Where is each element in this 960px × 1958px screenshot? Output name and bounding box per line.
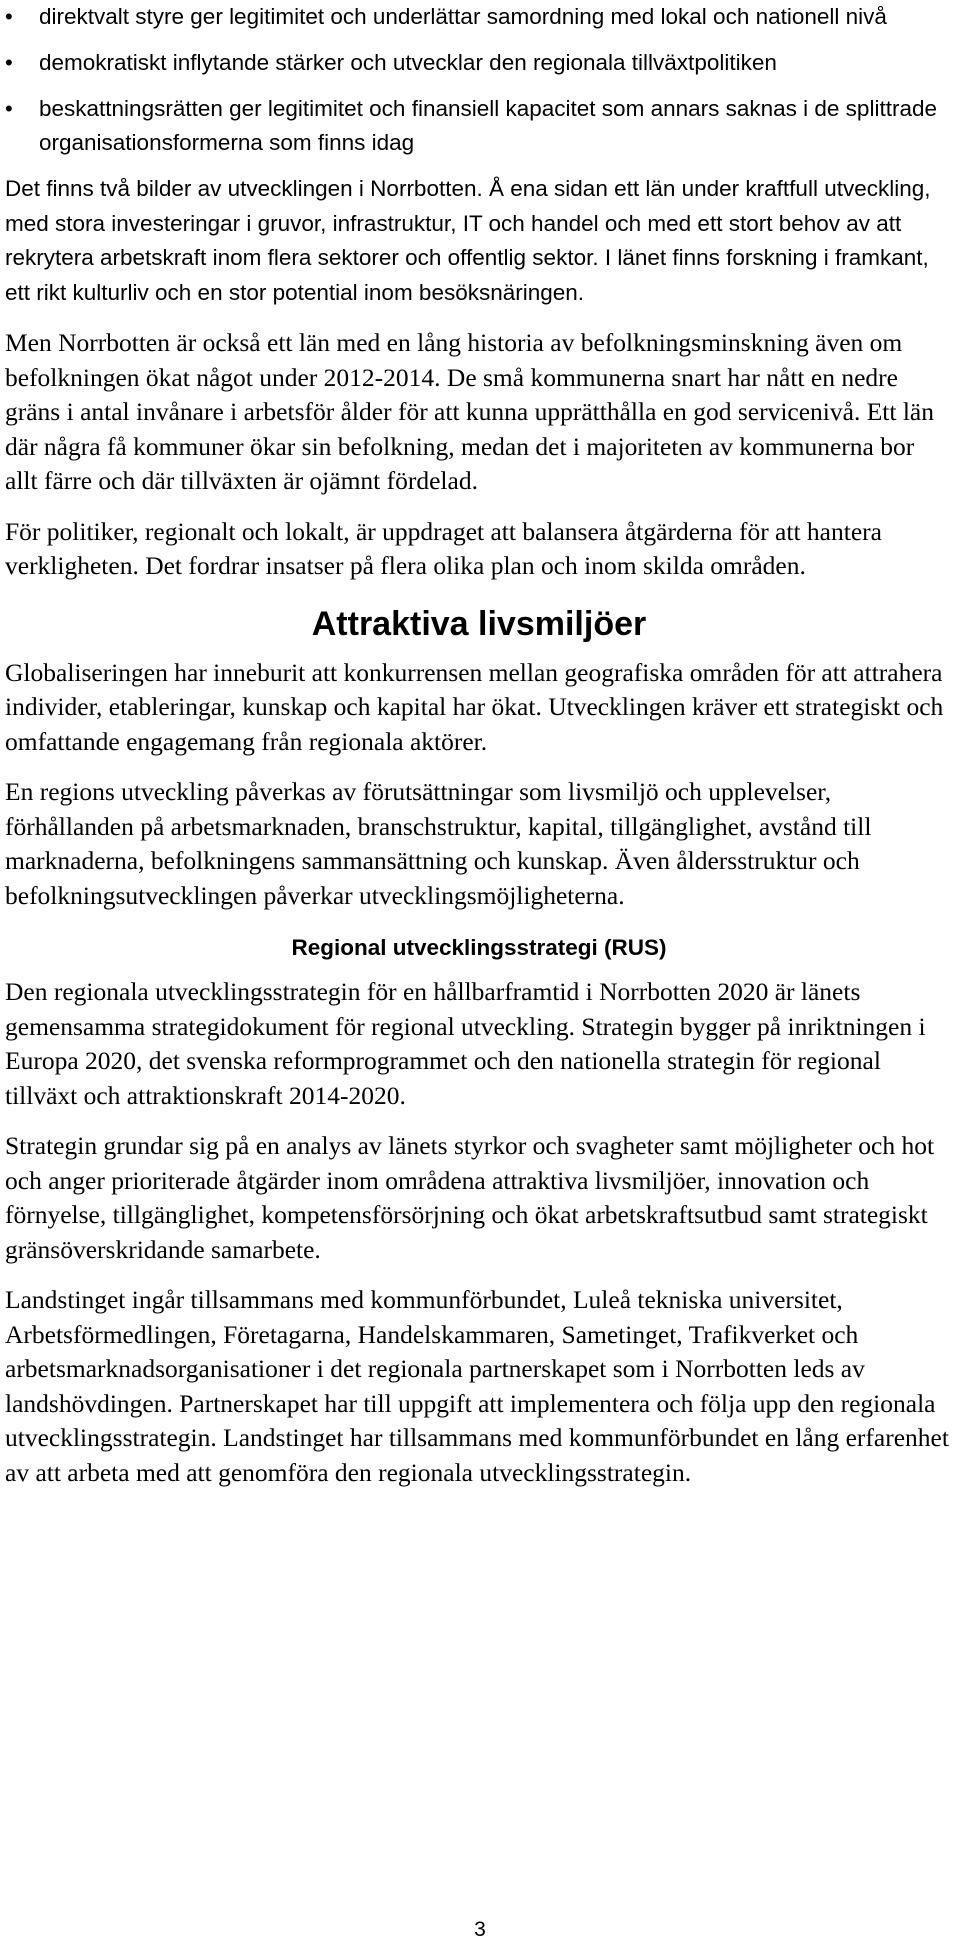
list-item-text: beskattningsrätten ger legitimitet och finansiell kapacitet som annars saknas i de splittrade organisationsformerna som finns idag: [39, 96, 937, 155]
list-item: [5, 92, 953, 160]
body-paragraph: Den regionala utvecklingsstrategin för en hållbarframtid i Norrbotten 2020 är länets gemensamma strategidokument för regional utveckling. Strategin bygger på inriktningen i Europa 2020, det svenska reformprogrammet och den nationella strategin för regional tillväxt och attraktionskraft 2014-2020.: [5, 977, 926, 1110]
bullet-icon: •: [5, 50, 13, 75]
bullet-list: [5, 0, 953, 160]
list-item-text: demokratiskt inflytande stärker och utvecklar den regionala tillväxtpolitiken: [39, 50, 777, 75]
list-item: [5, 46, 953, 80]
body-paragraph: Landstinget ingår tillsammans med kommunförbundet, Luleå tekniska universitet, Arbetsförmedlingen, Företagarna, Handelskammaren, Sametinget, Trafikverket och arbetsmarknadsorganisationer i det regionala partnerskapet som i Norrbotten leds av landshövdingen. Partnerskapet har till uppgift att implementera och följa upp den regionala utvecklingsstrategin. Landstinget har tillsammans med kommunförbundet en lång erfarenhet av att arbeta med att genomföra den regionala utvecklingsstrategin.: [5, 1285, 949, 1487]
body-paragraph: Men Norrbotten är också ett län med en lång historia av befolkningsminskning även om befolkningen ökat något under 2012-2014. De små kommunerna snart har nått en nedre gräns i antal invånare i arbetsför ålder för att kunna upprätthålla en god servicenivå. Ett län där några få kommuner ökar sin befolkning, medan det i majoriteten av kommunerna bor allt färre och där tillväxten är ojämnt fördelad.: [5, 328, 934, 495]
bullet-icon: •: [5, 4, 13, 29]
body-paragraph: En regions utveckling påverkas av förutsättningar som livsmiljö och upplevelser, förhållanden på arbetsmarknaden, branschstruktur, kapital, tillgänglighet, avstånd till marknaderna, befolkningens sammansättning och kunskap. Även åldersstruktur och befolkningsutvecklingen påverkar utvecklingsmöjligheterna.: [5, 777, 872, 910]
bullet-icon: •: [5, 96, 13, 121]
intro-paragraph: Det finns två bilder av utvecklingen i Norrbotten. Å ena sidan ett län under kraftfull utveckling, med stora investeringar i gruvor, infrastruktur, IT och handel och med ett stort behov av att rekrytera arbetskraft inom flera sektorer och offentlig sektor. I länet finns forskning i framkant, ett rikt kulturliv och en stor potential inom besöksnäringen.: [5, 176, 931, 305]
body-paragraph: Strategin grundar sig på en analys av länets styrkor och svagheter samt möjligheter och hot och anger prioriterade åtgärder inom områdena attraktiva livsmiljöer, innovation och förnyelse, tillgänglighet, kompetensförsörjning och ökat arbetskraftsutbud samt strategiskt gränsöverskridande samarbete.: [5, 1131, 935, 1264]
section-heading: Attraktiva livsmiljöer: [311, 604, 647, 643]
page-content: [5, 0, 953, 1506]
body-paragraph: Globaliseringen har inneburit att konkurrensen mellan geografiska områden för att attrahera individer, etableringar, kunskap och kapital har ökat. Utvecklingen kräver ett strategiskt och omfattande engagemang från regionala aktörer.: [5, 657, 944, 756]
page-number: 3: [474, 1918, 486, 1941]
subsection-heading: Regional utvecklingsstrategi (RUS): [291, 935, 667, 960]
body-paragraph: För politiker, regionalt och lokalt, är uppdraget att balansera åtgärderna för att hantera verkligheten. Det fordrar insatser på flera olika plan och inom skilda områden.: [5, 516, 882, 580]
list-item: [5, 0, 953, 34]
list-item-text: direktvalt styre ger legitimitet och underlättar samordning med lokal och nationell nivå: [39, 4, 887, 29]
